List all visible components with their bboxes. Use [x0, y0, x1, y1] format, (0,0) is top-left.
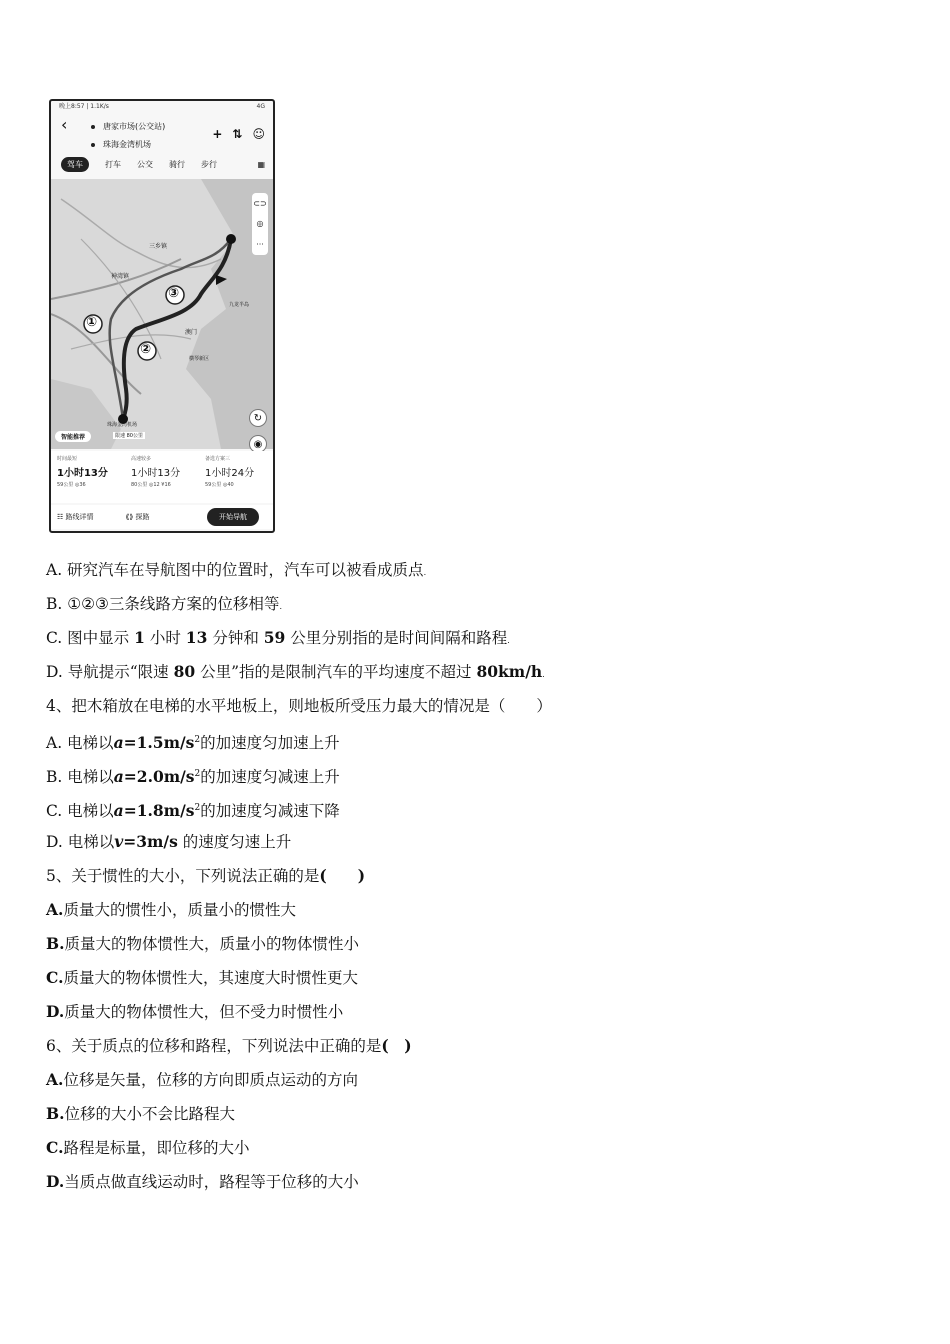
destination-label: 珠海金湾机场 — [103, 140, 151, 149]
status-signal: 4G — [256, 103, 265, 110]
voice-icon[interactable]: ☺ — [252, 127, 265, 141]
q6-stem-paren: ( ) — [381, 1036, 412, 1055]
q6-option-d — [46, 1172, 359, 1192]
q6-d-text: 当质点做直线运动时，路程等于位移的大小 — [64, 1173, 359, 1191]
q4-d-pre: D. 电梯以 — [46, 833, 115, 851]
q6-b-letter: B. — [46, 1104, 65, 1123]
q4-c-var: a — [113, 801, 124, 821]
origin-row[interactable] — [91, 121, 165, 132]
q5-c-text: 质量大的物体惯性大，其速度大时惯性更大 — [63, 969, 358, 987]
route-plan-2[interactable] — [125, 451, 199, 503]
phone-status-bar — [51, 101, 273, 113]
plan-meta: 59公里 ◎36 — [57, 482, 86, 488]
q6-option-c — [46, 1138, 249, 1158]
q4-b-var: a — [113, 767, 124, 787]
navigation-screenshot — [49, 99, 275, 533]
bottom-action-bar — [51, 505, 273, 529]
q4-option-d — [46, 832, 291, 852]
q4-d-val: =3m/s — [123, 832, 178, 851]
q6-stem-text: 6、关于质点的位移和路程，下列说法中正确的是 — [46, 1037, 382, 1055]
q4-a-val: =1.5m/s — [123, 733, 195, 753]
map-drawing — [51, 179, 273, 449]
plan-meta: 80公里 ◎12 ¥16 — [131, 482, 171, 488]
q4-a-pre: A. 电梯以 — [46, 734, 114, 753]
q3-option-b-text: B. ①②③三条线路方案的位移相等 — [46, 595, 280, 613]
q4-a-var: a — [113, 733, 124, 753]
destination-row[interactable] — [91, 139, 151, 150]
q5-option-c — [46, 968, 358, 988]
q4-b-sup: 2 — [194, 769, 201, 779]
more-dots-icon[interactable]: ··· — [256, 240, 264, 250]
q3-c-num1: 1 — [134, 628, 145, 647]
q6-option-b — [46, 1104, 235, 1124]
q5-d-text: 质量大的物体惯性大，但不受力时惯性小 — [64, 1003, 344, 1021]
tab-drive[interactable]: 驾车 — [61, 157, 89, 172]
q5-d-letter: D. — [46, 1002, 65, 1021]
q6-c-text: 路程是标量，即位移的大小 — [63, 1139, 250, 1157]
q5-option-d — [46, 1002, 343, 1022]
plan-time: 1小时13分 — [131, 468, 181, 479]
q4-option-c — [46, 798, 340, 821]
traffic-icon[interactable]: ⊂⊃ — [253, 198, 267, 208]
q3-d-num1: 80 — [173, 662, 196, 681]
q3-c-mid2: 分钟和 — [212, 629, 259, 647]
route-plan-1[interactable] — [51, 451, 125, 503]
route-marker-1[interactable]: ① — [86, 315, 98, 330]
q4-b-val: =2.0m/s — [123, 767, 195, 787]
q4-a-sup: 2 — [194, 735, 201, 745]
plan-tag: 备选方案三 — [205, 456, 231, 462]
q4-stem: 4、把木箱放在电梯的水平地板上，则地板所受压力最大的情况是（ ） — [46, 697, 552, 715]
route-detail-button[interactable]: ☷ 路线详情 — [57, 513, 94, 521]
q4-c-sup: 2 — [194, 803, 201, 813]
q4-d-var: v — [114, 832, 124, 851]
map-label-kowloon: 九龙半岛 — [229, 302, 250, 308]
q4-c-val: =1.8m/s — [123, 801, 195, 821]
smart-recommend-button[interactable]: 智能推荐 — [55, 431, 91, 442]
map-side-controls — [252, 193, 268, 255]
status-time: 晚上8:57 | 1.1K/s — [59, 103, 109, 110]
q3-option-b: B. ①②③三条线路方案的位移相等. — [46, 595, 282, 613]
q5-b-letter: B. — [46, 934, 65, 953]
start-navigation-button[interactable]: 开始导航 — [207, 508, 259, 526]
q4-c-pre: C. 电梯以 — [46, 802, 114, 821]
q4-a-post: 的加速度匀加速上升 — [200, 734, 340, 753]
plan-time: 1小时24分 — [205, 468, 255, 479]
q4-b-post: 的加速度匀减速上升 — [200, 768, 340, 787]
tab-walk[interactable]: 步行 — [201, 159, 217, 169]
tab-ride[interactable]: 骑行 — [169, 159, 185, 169]
plan-meta: 59公里 ◎40 — [205, 482, 234, 488]
q3-option-a-text: A. 研究汽车在导航图中的位置时，汽车可以被看成质点 — [46, 561, 424, 579]
q6-a-letter: A. — [46, 1070, 64, 1089]
q4-option-b — [46, 764, 340, 787]
locate-icon[interactable]: ◉ — [249, 435, 267, 453]
q4-c-post: 的加速度匀减速下降 — [200, 802, 340, 821]
q5-a-letter: A. — [46, 900, 64, 919]
route-plan-list — [51, 451, 273, 503]
more-grid-icon[interactable]: ▦ — [257, 159, 265, 169]
q5-option-a — [46, 900, 296, 920]
back-arrow-icon[interactable]: ‹ — [61, 115, 68, 134]
q6-d-letter: D. — [46, 1172, 65, 1191]
q3-c-mid1: 小时 — [149, 629, 181, 647]
q5-a-text: 质量大的惯性小，质量小的惯性大 — [63, 901, 296, 919]
map-label-shenwan: 神湾镇 — [111, 273, 130, 280]
q5-b-text: 质量大的物体惯性大，质量小的物体惯性小 — [64, 935, 360, 953]
q3-c-post: 公里分别指的是时间间隔和路程 — [290, 629, 508, 647]
q3-option-c: C. 图中显示 1 小时 13 分钟和 59 公里分别指的是时间间隔和路程. — [46, 628, 510, 647]
q5-stem-paren: ( ) — [319, 866, 366, 885]
header-icons — [212, 127, 265, 141]
q5-stem — [46, 866, 365, 886]
q6-a-text: 位移是矢量，位移的方向即质点运动的方向 — [63, 1071, 358, 1089]
q6-b-text: 位移的大小不会比路程大 — [64, 1105, 236, 1123]
route-map[interactable] — [51, 179, 273, 449]
q6-option-a — [46, 1070, 358, 1090]
q3-c-num2: 13 — [185, 628, 208, 647]
add-waypoint-icon[interactable]: + — [212, 127, 223, 141]
q6-c-letter: C. — [46, 1138, 64, 1157]
map-label-sanxiang: 三乡镇 — [149, 243, 168, 250]
origin-dot-icon — [91, 125, 95, 129]
speed-limit-badge: 限速 80公里 — [115, 433, 143, 439]
q5-c-letter: C. — [46, 968, 64, 987]
map-label-hengqin: 横琴新区 — [189, 356, 210, 362]
route-plan-3[interactable] — [199, 451, 273, 503]
q3-option-d: D. 导航提示“限速 80 公里”指的是限制汽车的平均速度不超过 80km/h. — [46, 662, 545, 681]
map-label-macau: 澳门 — [185, 329, 198, 336]
map-label-airport: 珠海金湾机场 — [107, 422, 138, 428]
q3-d-pre: D. 导航提示“限速 — [46, 663, 169, 681]
route-marker-2[interactable]: ② — [140, 342, 152, 357]
q3-option-a: A. 研究汽车在导航图中的位置时，汽车可以被看成质点. — [46, 561, 427, 579]
plan-time: 1小时13分 — [57, 468, 108, 479]
q5-option-b — [46, 934, 359, 954]
origin-label: 唐家市场(公交站) — [103, 122, 166, 131]
explore-label: 探路 — [135, 513, 150, 521]
travel-mode-tabs — [51, 153, 273, 175]
plan-tag: 高速较多 — [131, 456, 152, 462]
tab-bus[interactable]: 公交 — [137, 159, 153, 169]
q3-d-num2: 80km/h — [476, 662, 543, 681]
explore-button[interactable]: ⟪⟫ 探路 — [125, 513, 150, 521]
route-marker-3[interactable]: ③ — [168, 286, 180, 301]
destination-dot-icon — [91, 143, 95, 147]
q4-option-a — [46, 730, 340, 753]
refresh-icon[interactable]: ↻ — [249, 409, 267, 427]
route-detail-label: 路线详情 — [65, 513, 94, 521]
q5-stem-text: 5、关于惯性的大小，下列说法正确的是 — [46, 867, 320, 885]
route-header — [51, 113, 273, 153]
swap-icon[interactable]: ⇅ — [232, 127, 243, 141]
q3-c-num3: 59 — [263, 628, 286, 647]
q4-b-pre: B. 电梯以 — [46, 768, 114, 787]
q4-d-post: 的速度匀速上升 — [182, 833, 292, 851]
tab-taxi[interactable]: 打车 — [105, 159, 121, 169]
layer-icon[interactable]: ◎ — [256, 219, 264, 229]
q3-c-pre: C. 图中显示 — [46, 629, 130, 647]
q3-d-mid: 公里”指的是限制汽车的平均速度不超过 — [200, 663, 472, 681]
plan-tag: 时间最短 — [57, 456, 78, 462]
q6-stem — [46, 1036, 412, 1056]
